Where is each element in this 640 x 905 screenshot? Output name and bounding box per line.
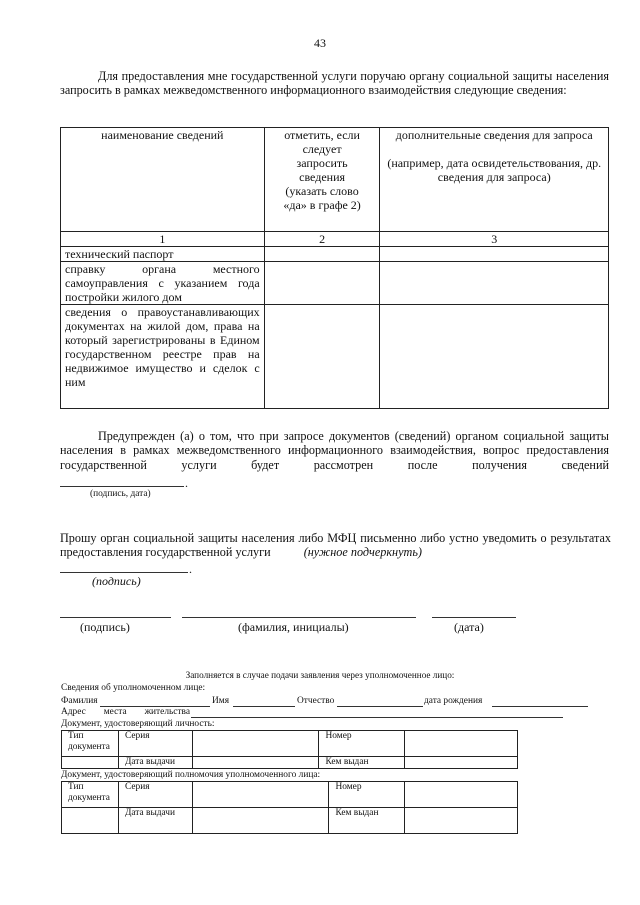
row-rights-name: сведения о правоустанавливающих документах на жилой дом, права на который зарегистрированы в Едином государственном реестре прав на недвижимое имущество и сделок с ним [61, 305, 265, 409]
power-doc-type-label: Тип документа [62, 782, 119, 808]
signature-line[interactable] [60, 617, 171, 618]
power-series-value[interactable] [192, 782, 329, 808]
id-issue-date-value[interactable] [192, 757, 319, 769]
row-rights-extra[interactable] [380, 305, 609, 409]
id-doc-type-label: Тип документа [62, 731, 119, 757]
signature-dot: . [185, 476, 188, 490]
signature-caption: (подпись) [80, 620, 130, 634]
birth-date-label: дата рождения [424, 696, 483, 706]
col-number-1: 1 [61, 232, 265, 247]
proxy-subtitle: Сведения об уполномоченном лице: [61, 683, 206, 693]
id-issued-by-label: Кем выдан [319, 757, 405, 769]
id-issue-date-label: Дата выдачи [118, 757, 192, 769]
page-number: 43 [314, 36, 326, 50]
notify-choice: (нужное подчеркнуть) [303, 545, 422, 560]
id-number-value[interactable] [405, 731, 518, 757]
date-caption: (дата) [454, 620, 484, 634]
row-rights-mark[interactable] [264, 305, 380, 409]
signature-date-line[interactable] [60, 486, 184, 487]
information-request-table [60, 127, 609, 409]
signature-date-caption: (подпись, дата) [90, 489, 151, 499]
power-issued-by-value[interactable] [405, 808, 518, 834]
power-issued-by-label: Кем выдан [329, 808, 405, 834]
patronymic-label: Отчество [297, 696, 335, 706]
name-line[interactable] [233, 706, 295, 707]
header-mark: отметить, если следует запросить сведения (указать слово «да» в графе 2) [264, 128, 380, 232]
surname-label: Фамилия [61, 696, 98, 706]
address-label: Адрес места жительства [61, 707, 190, 717]
col-number-2: 2 [264, 232, 380, 247]
row-local-authority-mark[interactable] [264, 262, 380, 305]
notify-dot: . [189, 562, 192, 576]
power-number-value[interactable] [405, 782, 518, 808]
birth-date-line[interactable] [492, 706, 588, 707]
row-tech-passport-mark[interactable] [264, 247, 380, 262]
header-info-name: наименование сведений [61, 128, 265, 232]
power-issue-date-label: Дата выдачи [118, 808, 192, 834]
address-line[interactable] [191, 717, 563, 718]
row-tech-passport-extra[interactable] [380, 247, 609, 262]
proxy-title: Заполняется в случае подачи заявления через уполномоченное лицо: [185, 670, 455, 680]
notify-text: Прошу орган социальной защиты населения либо МФЦ письменно либо устно уведомить о результатах предоставления государственной услуги [60, 531, 611, 560]
row-local-authority-extra[interactable] [380, 262, 609, 305]
power-doc-type-value[interactable] [62, 808, 119, 834]
header-additional-example: (например, дата освидетельствования, др. сведения для запроса) [387, 156, 602, 184]
name-label: Имя [212, 696, 230, 706]
row-local-authority-name: справку органа местного самоуправления с указанием года постройки жилого дом [61, 262, 265, 305]
id-series-value[interactable] [192, 731, 319, 757]
id-issued-by-value[interactable] [405, 757, 518, 769]
notify-signature-caption: (подпись) [92, 574, 141, 588]
date-line[interactable] [432, 617, 516, 618]
intro-paragraph: Для предоставления мне государственной услуги поручаю органу социальной защиты населения запросить в рамках межведомственного информационного взаимодействия следующие сведения: [60, 69, 609, 98]
warning-paragraph: Предупрежден (а) о том, что при запросе документов (сведений) органом социальной защиты населения в рамках межведомственного информационного взаимодействия, вопрос предоставления государственной услуги будет рассмотрен после получения сведений [60, 429, 609, 472]
col-number-3: 3 [380, 232, 609, 247]
power-document-table [61, 781, 518, 834]
power-series-label: Серия [118, 782, 192, 808]
fullname-caption: (фамилия, инициалы) [238, 620, 349, 634]
header-additional-title: дополнительные сведения для запроса [395, 128, 593, 142]
row-tech-passport-name: технический паспорт [61, 247, 265, 262]
id-series-label: Серия [118, 731, 192, 757]
header-additional [380, 128, 609, 232]
id-doc-title: Документ, удостоверяющий личность: [61, 719, 215, 729]
fullname-line[interactable] [182, 617, 416, 618]
id-doc-type-value[interactable] [62, 757, 119, 769]
id-number-label: Номер [319, 731, 405, 757]
power-issue-date-value[interactable] [192, 808, 329, 834]
notify-signature-line[interactable] [60, 572, 188, 573]
power-number-label: Номер [329, 782, 405, 808]
notify-paragraph [60, 531, 611, 560]
power-doc-title: Документ, удостоверяющий полномочия уполномоченного лица: [61, 770, 321, 780]
patronymic-line[interactable] [337, 706, 423, 707]
id-document-table [61, 730, 518, 769]
